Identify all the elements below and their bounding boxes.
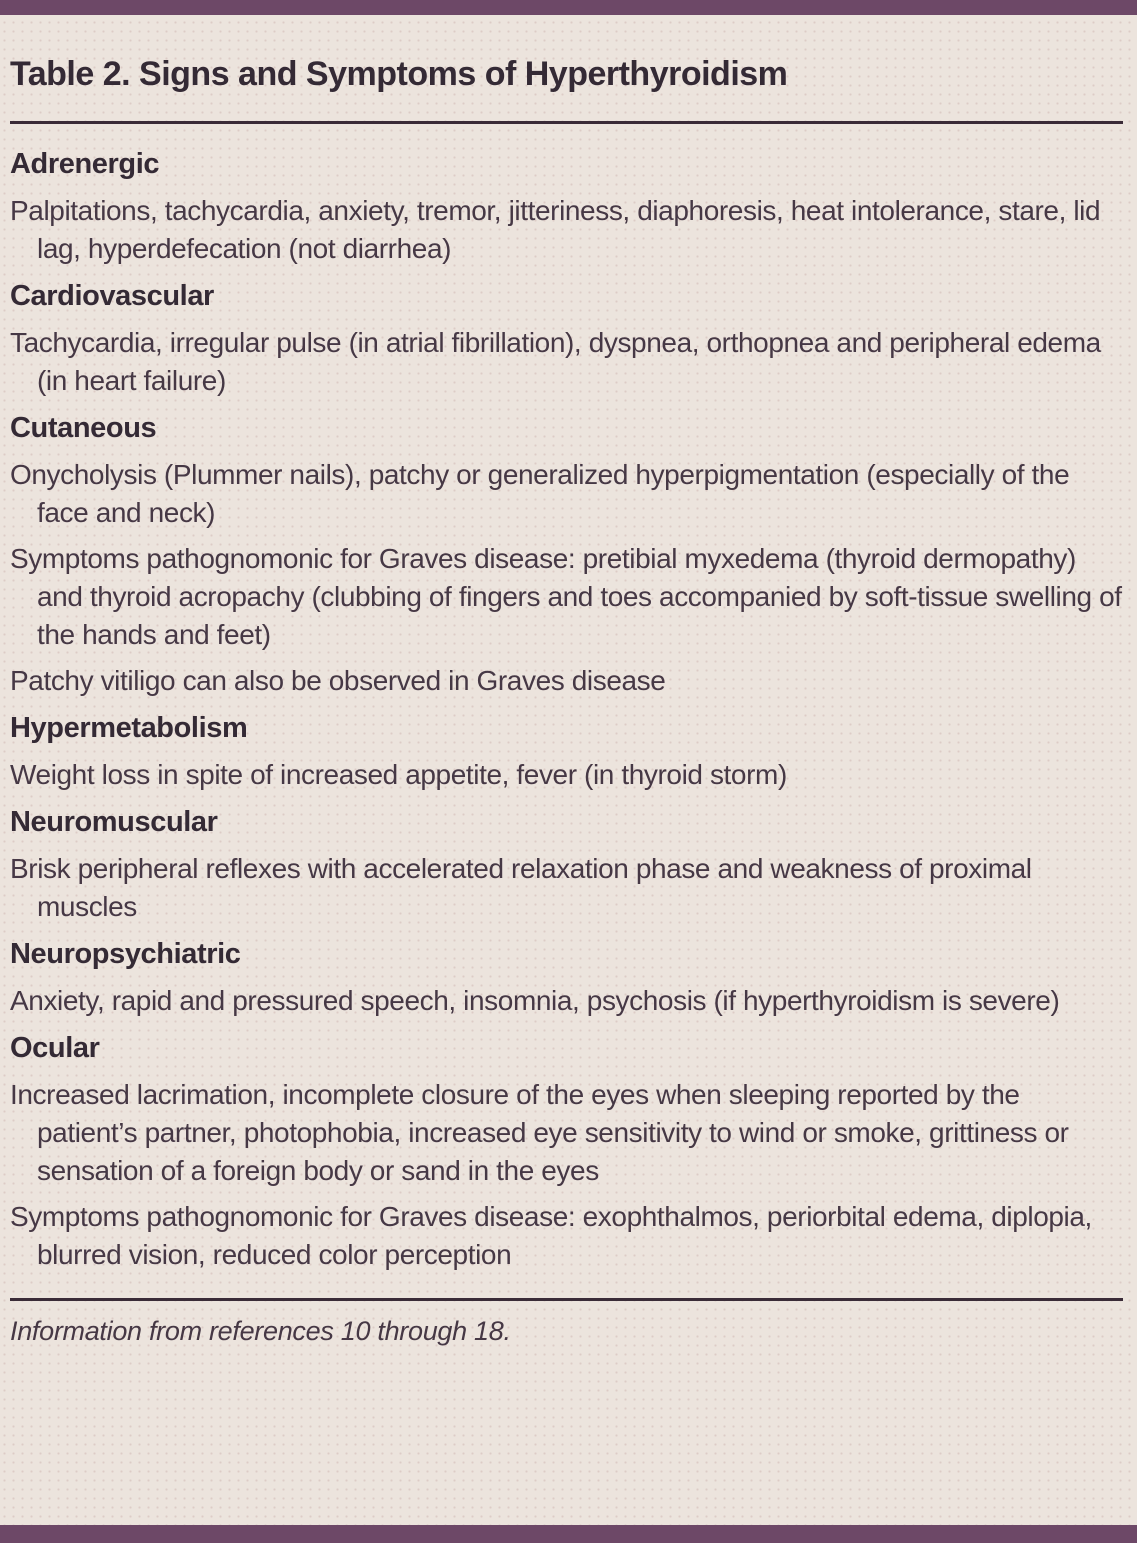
footnote-divider [10, 1298, 1123, 1301]
symptom-section [10, 708, 1123, 794]
footnote: Information from references 10 through 18. [10, 1316, 511, 1346]
bottom-border-bar [0, 1525, 1137, 1543]
section-paragraph: Anxiety, rapid and pressured speech, insomnia, psychosis (if hyperthyroidism is severe) [10, 985, 1060, 1016]
table-content [0, 15, 1137, 1349]
section-paragraph: Symptoms pathognomonic for Graves disease: pretibial myxedema (thyroid dermopathy) and thyroid acropachy (clubbing of fingers and toes accompanied by soft-tissue swelling of the hands and feet) [10, 543, 1122, 650]
section-paragraph: Onycholysis (Plummer nails), patchy or generalized hyperpigmentation (especially of the face and neck) [10, 459, 1070, 528]
symptom-section [10, 802, 1123, 926]
title-divider [10, 121, 1123, 124]
section-heading: Ocular [10, 1032, 100, 1064]
section-paragraph: Tachycardia, irregular pulse (in atrial fibrillation), dyspnea, orthopnea and peripheral edema (in heart failure) [10, 327, 1101, 396]
section-heading: Neuropsychiatric [10, 938, 241, 970]
table-title: Table 2. Signs and Symptoms of Hyperthyroidism [10, 55, 788, 93]
section-paragraph: Brisk peripheral reflexes with accelerated relaxation phase and weakness of proximal muscles [10, 853, 1032, 922]
table-body [10, 144, 1123, 1274]
section-heading: Cardiovascular [10, 280, 214, 312]
section-heading: Cutaneous [10, 412, 157, 444]
top-border-bar [0, 0, 1137, 15]
section-paragraph: Palpitations, tachycardia, anxiety, tremor, jitteriness, diaphoresis, heat intolerance, stare, lid lag, hyperdefecation (not diarrhea) [10, 195, 1101, 264]
symptom-section [10, 276, 1123, 400]
section-paragraph: Weight loss in spite of increased appetite, fever (in thyroid storm) [10, 759, 787, 790]
symptom-section [10, 934, 1123, 1020]
symptom-section [10, 144, 1123, 268]
section-paragraph: Symptoms pathognomonic for Graves disease: exophthalmos, periorbital edema, diplopia, blurred vision, reduced color perception [10, 1201, 1092, 1270]
symptom-section [10, 408, 1123, 700]
section-heading: Adrenergic [10, 148, 160, 180]
section-heading: Hypermetabolism [10, 712, 248, 744]
symptom-section [10, 1028, 1123, 1274]
section-heading: Neuromuscular [10, 806, 218, 838]
section-paragraph: Increased lacrimation, incomplete closure of the eyes when sleeping reported by the patient’s partner, photophobia, increased eye sensitivity to wind or smoke, grittiness or sensation of a foreign body or sand in the eyes [10, 1079, 1069, 1186]
section-paragraph: Patchy vitiligo can also be observed in Graves disease [10, 665, 666, 696]
